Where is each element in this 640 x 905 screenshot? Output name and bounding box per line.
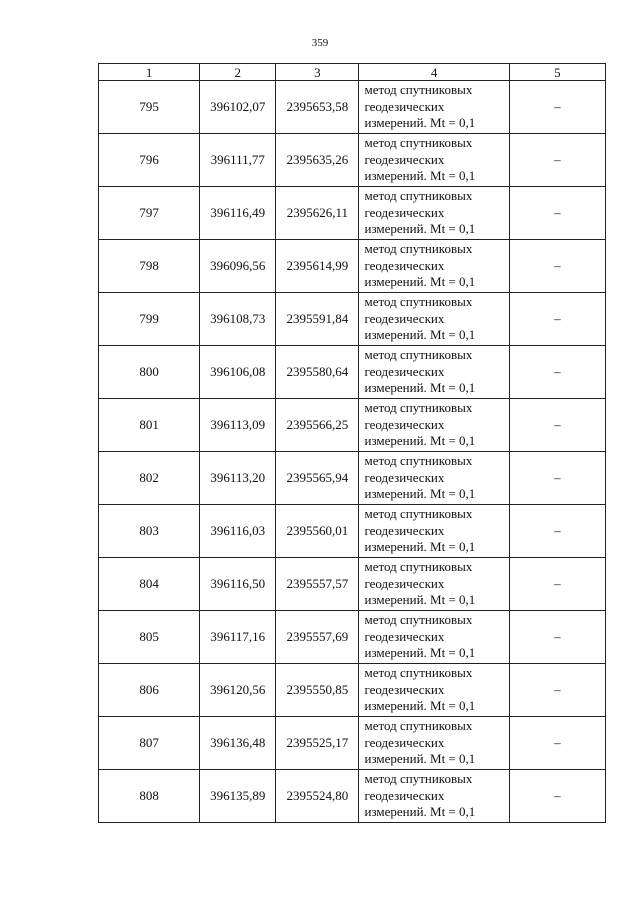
table-row (99, 81, 606, 134)
method-line: геодезических (364, 363, 445, 379)
method-line: метод спутниковых (364, 559, 473, 575)
method-line: геодезических (364, 681, 445, 697)
method-cell (359, 346, 509, 399)
note-cell: – (509, 346, 605, 399)
x-coordinate-cell: 396120,56 (200, 664, 276, 717)
method-line: геодезических (364, 628, 445, 644)
y-coordinate-cell: 2395550,85 (276, 664, 359, 717)
table-row (99, 717, 606, 770)
method-line: метод спутниковых (364, 82, 473, 98)
note-cell: – (509, 293, 605, 346)
method-line: геодезических (364, 416, 445, 432)
method-cell (359, 770, 509, 823)
header-col-1: 1 (99, 64, 200, 81)
x-coordinate-cell: 396111,77 (200, 134, 276, 187)
method-line: метод спутниковых (364, 347, 473, 363)
y-coordinate-cell: 2395591,84 (276, 293, 359, 346)
y-coordinate-cell: 2395524,80 (276, 770, 359, 823)
header-col-5: 5 (509, 64, 605, 81)
x-coordinate-cell: 396135,89 (200, 770, 276, 823)
x-coordinate-cell: 396106,08 (200, 346, 276, 399)
note-cell: – (509, 81, 605, 134)
point-number-cell: 801 (99, 399, 200, 452)
point-number-cell: 805 (99, 611, 200, 664)
point-number-cell: 808 (99, 770, 200, 823)
table-row (99, 505, 606, 558)
point-number-cell: 799 (99, 293, 200, 346)
method-line: геодезических (364, 734, 445, 750)
y-coordinate-cell: 2395635,26 (276, 134, 359, 187)
method-cell (359, 452, 509, 505)
y-coordinate-cell: 2395653,58 (276, 81, 359, 134)
x-coordinate-cell: 396136,48 (200, 717, 276, 770)
table-row (99, 452, 606, 505)
method-line: измерений. Mt = 0,1 (364, 327, 476, 343)
method-line: измерений. Mt = 0,1 (364, 274, 476, 290)
method-cell (359, 505, 509, 558)
method-line: геодезических (364, 257, 445, 273)
point-number-cell: 798 (99, 240, 200, 293)
method-line: измерений. Mt = 0,1 (364, 168, 476, 184)
point-number-cell: 806 (99, 664, 200, 717)
y-coordinate-cell: 2395614,99 (276, 240, 359, 293)
note-cell: – (509, 452, 605, 505)
note-cell: – (509, 505, 605, 558)
page-number: 359 (311, 37, 329, 49)
y-coordinate-cell: 2395557,57 (276, 558, 359, 611)
note-cell: – (509, 558, 605, 611)
table-row (99, 293, 606, 346)
note-cell: – (509, 134, 605, 187)
method-line: измерений. Mt = 0,1 (364, 751, 476, 767)
table-row (99, 611, 606, 664)
header-col-3: 3 (276, 64, 359, 81)
y-coordinate-cell: 2395626,11 (276, 187, 359, 240)
coordinates-table (98, 63, 606, 823)
method-line: метод спутниковых (364, 188, 473, 204)
table-row (99, 134, 606, 187)
method-line: метод спутниковых (364, 241, 473, 257)
y-coordinate-cell: 2395557,69 (276, 611, 359, 664)
method-line: измерений. Mt = 0,1 (364, 433, 476, 449)
point-number-cell: 800 (99, 346, 200, 399)
method-line: метод спутниковых (364, 718, 473, 734)
method-cell (359, 399, 509, 452)
method-line: метод спутниковых (364, 612, 473, 628)
method-line: измерений. Mt = 0,1 (364, 698, 476, 714)
x-coordinate-cell: 396116,03 (200, 505, 276, 558)
x-coordinate-cell: 396117,16 (200, 611, 276, 664)
method-line: метод спутниковых (364, 665, 473, 681)
table-row (99, 346, 606, 399)
method-line: измерений. Mt = 0,1 (364, 645, 476, 661)
method-cell (359, 717, 509, 770)
method-cell (359, 611, 509, 664)
table-row (99, 558, 606, 611)
method-line: геодезических (364, 204, 445, 220)
x-coordinate-cell: 396116,50 (200, 558, 276, 611)
method-cell (359, 134, 509, 187)
method-line: измерений. Mt = 0,1 (364, 486, 476, 502)
method-line: измерений. Mt = 0,1 (364, 380, 476, 396)
method-line: измерений. Mt = 0,1 (364, 804, 476, 820)
note-cell: – (509, 399, 605, 452)
method-line: измерений. Mt = 0,1 (364, 221, 476, 237)
method-line: геодезических (364, 522, 445, 538)
method-line: измерений. Mt = 0,1 (364, 592, 476, 608)
method-line: измерений. Mt = 0,1 (364, 539, 476, 555)
method-cell (359, 187, 509, 240)
point-number-cell: 797 (99, 187, 200, 240)
note-cell: – (509, 770, 605, 823)
table-row (99, 770, 606, 823)
x-coordinate-cell: 396108,73 (200, 293, 276, 346)
table-header-row (99, 64, 606, 81)
point-number-cell: 804 (99, 558, 200, 611)
method-cell (359, 240, 509, 293)
x-coordinate-cell: 396113,20 (200, 452, 276, 505)
method-cell (359, 558, 509, 611)
note-cell: – (509, 664, 605, 717)
x-coordinate-cell: 396116,49 (200, 187, 276, 240)
method-line: геодезических (364, 787, 445, 803)
note-cell: – (509, 717, 605, 770)
table-row (99, 187, 606, 240)
method-line: метод спутниковых (364, 135, 473, 151)
table-body (99, 81, 606, 823)
x-coordinate-cell: 396102,07 (200, 81, 276, 134)
y-coordinate-cell: 2395580,64 (276, 346, 359, 399)
method-line: метод спутниковых (364, 400, 473, 416)
table-row (99, 664, 606, 717)
method-line: геодезических (364, 98, 445, 114)
note-cell: – (509, 611, 605, 664)
y-coordinate-cell: 2395525,17 (276, 717, 359, 770)
header-col-4: 4 (359, 64, 509, 81)
point-number-cell: 803 (99, 505, 200, 558)
method-line: геодезических (364, 151, 445, 167)
header-col-2: 2 (200, 64, 276, 81)
point-number-cell: 802 (99, 452, 200, 505)
point-number-cell: 796 (99, 134, 200, 187)
method-line: метод спутниковых (364, 771, 473, 787)
x-coordinate-cell: 396096,56 (200, 240, 276, 293)
table-row (99, 240, 606, 293)
method-line: геодезических (364, 575, 445, 591)
y-coordinate-cell: 2395566,25 (276, 399, 359, 452)
method-line: геодезических (364, 310, 445, 326)
method-line: метод спутниковых (364, 506, 473, 522)
method-line: геодезических (364, 469, 445, 485)
y-coordinate-cell: 2395565,94 (276, 452, 359, 505)
x-coordinate-cell: 396113,09 (200, 399, 276, 452)
method-line: измерений. Mt = 0,1 (364, 115, 476, 131)
method-line: метод спутниковых (364, 294, 473, 310)
method-cell (359, 664, 509, 717)
y-coordinate-cell: 2395560,01 (276, 505, 359, 558)
method-line: метод спутниковых (364, 453, 473, 469)
point-number-cell: 795 (99, 81, 200, 134)
method-cell (359, 293, 509, 346)
note-cell: – (509, 240, 605, 293)
note-cell: – (509, 187, 605, 240)
table-row (99, 399, 606, 452)
point-number-cell: 807 (99, 717, 200, 770)
method-cell (359, 81, 509, 134)
